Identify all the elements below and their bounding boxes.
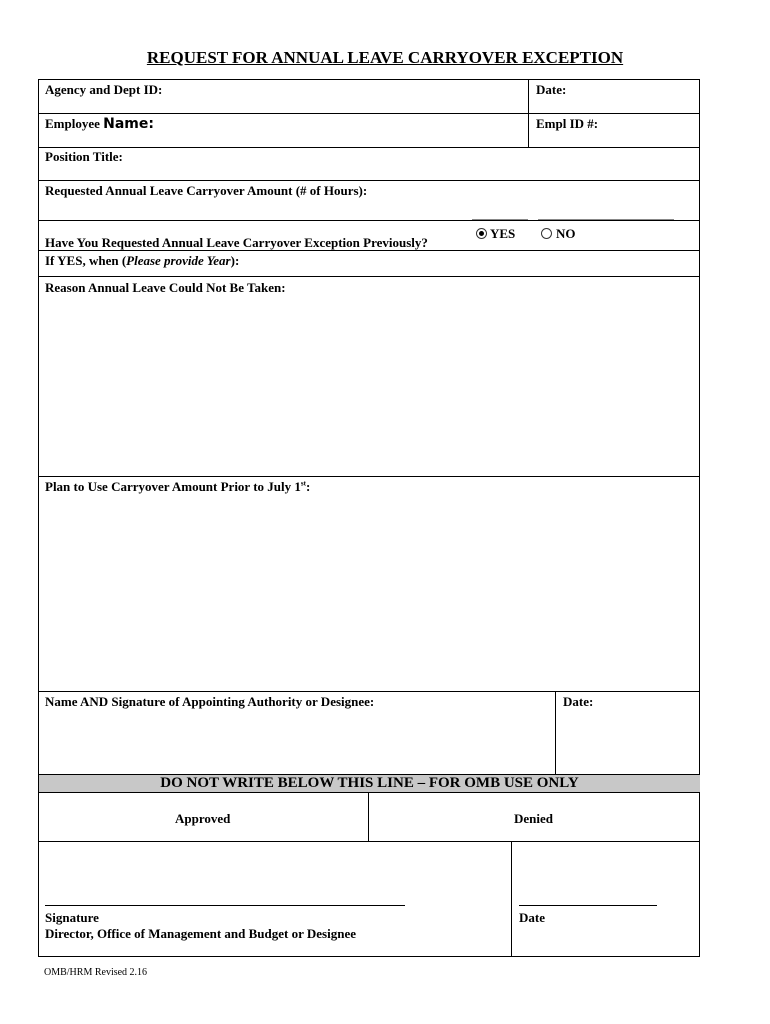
rule-employee-bottom bbox=[38, 147, 700, 148]
authority-input[interactable] bbox=[44, 715, 549, 767]
plan-label bbox=[45, 479, 310, 495]
revision-footer: OMB/HRM Revised 2.16 bbox=[44, 967, 148, 978]
no-option-underline bbox=[538, 219, 674, 220]
rule-position-bottom bbox=[38, 180, 700, 181]
employee-label-name: Name: bbox=[103, 116, 154, 132]
empl-id-input[interactable] bbox=[605, 116, 693, 132]
rule-top bbox=[38, 79, 700, 80]
rule-agency-bottom bbox=[38, 113, 700, 114]
signature-label: Signature bbox=[45, 910, 99, 925]
requested-input[interactable] bbox=[395, 183, 693, 199]
no-radio[interactable] bbox=[541, 228, 552, 239]
if-yes-label bbox=[45, 253, 239, 269]
divider-signature bbox=[511, 841, 512, 956]
rule-bottom bbox=[38, 956, 700, 957]
divider-decision bbox=[368, 792, 369, 841]
agency-input[interactable] bbox=[175, 82, 520, 98]
omb-banner: DO NOT WRITE BELOW THIS LINE – FOR OMB USE ONLY bbox=[39, 775, 700, 792]
employee-label-prefix: Employee bbox=[45, 116, 104, 131]
employee-label bbox=[45, 116, 154, 132]
plan-textarea[interactable] bbox=[44, 498, 694, 685]
frame-right bbox=[699, 79, 700, 957]
rule-banner-bottom bbox=[38, 792, 700, 793]
denied-label: Denied bbox=[514, 811, 553, 826]
agency-label: Agency and Dept ID: bbox=[45, 82, 163, 97]
reason-textarea[interactable] bbox=[44, 298, 694, 470]
plan-label-suffix: : bbox=[305, 479, 311, 494]
empl-id-label: Empl ID #: bbox=[536, 116, 599, 131]
rule-decision-bottom bbox=[38, 841, 700, 842]
rule-ifyes-bottom bbox=[38, 276, 700, 277]
requested-label: Requested Annual Leave Carryover Amount (# of Hours): bbox=[45, 183, 368, 198]
previous-label: Have You Requested Annual Leave Carryover Exception Previously? bbox=[45, 235, 428, 250]
if-yes-prefix: If YES, when ( bbox=[45, 253, 127, 268]
date-label: Date: bbox=[536, 82, 567, 97]
frame-left bbox=[38, 79, 39, 957]
yes-radio[interactable] bbox=[476, 228, 487, 239]
omb-date-line bbox=[519, 905, 657, 906]
plan-label-text: Plan to Use Carryover Amount Prior to July 1 bbox=[45, 479, 301, 494]
plan-label-sup: st bbox=[300, 479, 306, 488]
if-yes-input[interactable] bbox=[262, 253, 692, 269]
rule-reason-bottom bbox=[38, 476, 700, 477]
yes-label: YES bbox=[490, 226, 516, 241]
omb-date-label: Date bbox=[519, 910, 545, 925]
authority-date-label: Date: bbox=[563, 694, 594, 709]
yes-option-underline bbox=[472, 219, 528, 220]
rule-requested-bottom bbox=[38, 220, 700, 221]
if-yes-italic: Please provide Year bbox=[126, 253, 231, 268]
approved-label: Approved bbox=[175, 811, 231, 826]
form-title: REQUEST FOR ANNUAL LEAVE CARRYOVER EXCEPTION bbox=[146, 48, 624, 67]
employee-name-input[interactable] bbox=[165, 116, 520, 132]
rule-plan-bottom bbox=[38, 691, 700, 692]
authority-label: Name AND Signature of Appointing Authority or Designee: bbox=[45, 694, 375, 709]
position-input[interactable] bbox=[132, 149, 692, 165]
divider-date bbox=[528, 79, 529, 147]
date-input[interactable] bbox=[575, 82, 693, 98]
position-label: Position Title: bbox=[45, 149, 123, 164]
if-yes-suffix: ): bbox=[230, 253, 240, 268]
no-label: NO bbox=[556, 226, 576, 241]
authority-date-input[interactable] bbox=[562, 715, 694, 767]
divider-authority-date bbox=[555, 691, 556, 774]
reason-label: Reason Annual Leave Could Not Be Taken: bbox=[45, 280, 286, 295]
signature-line bbox=[45, 905, 405, 906]
director-label: Director, Office of Management and Budget or Designee bbox=[45, 926, 356, 941]
